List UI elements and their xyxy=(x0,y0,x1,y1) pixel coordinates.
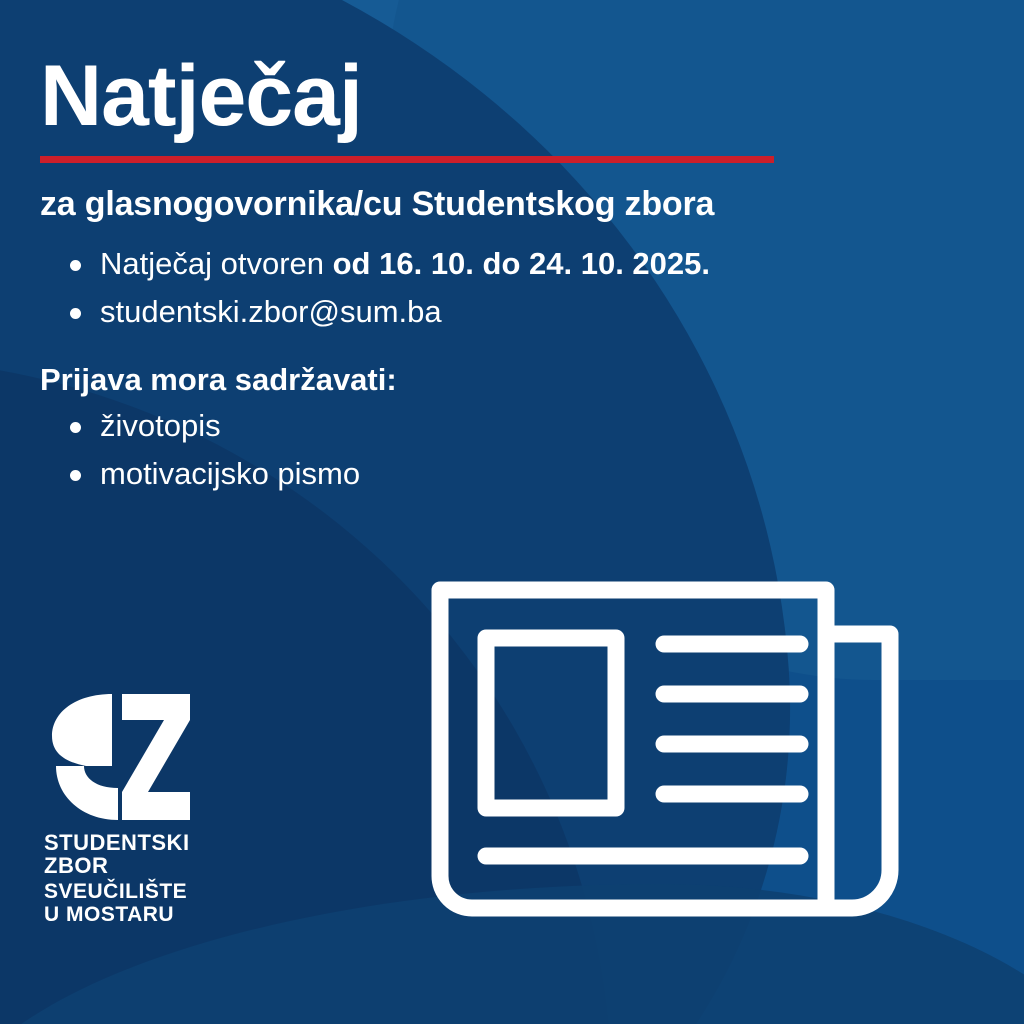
title-divider xyxy=(40,156,774,163)
list-item xyxy=(62,288,984,336)
bullet-list-bottom xyxy=(40,402,984,498)
list-item-text-bold: od 16. 10. do 24. 10. 2025. xyxy=(332,246,710,282)
list-item-text: Natječaj otvoren xyxy=(100,246,333,282)
logo-line-2: ZBOR xyxy=(44,852,109,878)
list-item-text: motivacijsko pismo xyxy=(100,456,361,492)
requirements-heading: Prijava mora sadržavati: xyxy=(40,362,397,398)
newspaper-icon xyxy=(428,578,928,928)
sz-monogram-icon xyxy=(44,692,194,824)
logo-line-3: SVEUČILIŠTE xyxy=(44,879,188,903)
logo xyxy=(44,692,304,926)
logo-line-4: U MOSTARU xyxy=(44,902,175,926)
logo-line-1: STUDENTSKI xyxy=(44,830,190,856)
poster-subtitle: za glasnogovornika/cu Studentskog zbora xyxy=(40,185,715,224)
bullet-list-top xyxy=(40,240,984,336)
logo-text xyxy=(44,832,304,926)
page-title: Natječaj xyxy=(40,48,362,144)
list-item xyxy=(62,450,984,498)
list-item-text: životopis xyxy=(100,408,221,444)
list-item xyxy=(62,240,984,288)
list-item xyxy=(62,402,984,450)
list-item-text: studentski.zbor@sum.ba xyxy=(100,294,442,330)
